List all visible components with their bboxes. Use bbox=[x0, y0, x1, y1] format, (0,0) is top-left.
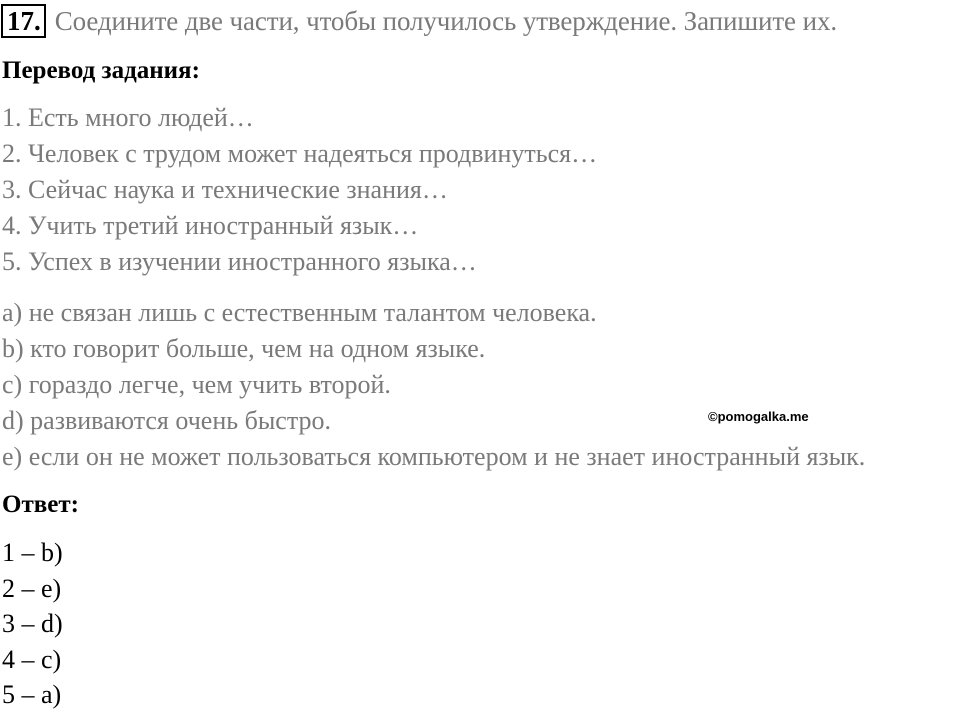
statement-3: 3. Сейчас наука и технические знания… bbox=[2, 175, 448, 204]
answer-2: 2 – e) bbox=[2, 574, 62, 603]
translation-heading: Перевод задания: bbox=[2, 57, 200, 84]
answer-5: 5 – a) bbox=[2, 680, 62, 709]
ending-b: b) кто говорит больше, чем на одном языке. bbox=[2, 334, 486, 363]
task-number: 17. bbox=[1, 4, 46, 38]
task-instruction: Соедините две части, чтобы получилось утверждение. Запишите их. bbox=[54, 5, 837, 36]
watermark: ©pomogalka.me bbox=[708, 409, 809, 424]
task-header bbox=[1, 3, 837, 39]
statement-4: 4. Учить третий иностранный язык… bbox=[2, 211, 419, 240]
ending-d: d) развиваются очень быстро. bbox=[2, 406, 332, 435]
statement-2: 2. Человек с трудом может надеяться продвинуться… bbox=[2, 139, 598, 168]
statement-1: 1. Есть много людей… bbox=[2, 103, 254, 132]
ending-e: e) если он не может пользоваться компьютером и не знает иностранный язык. bbox=[2, 442, 866, 471]
answer-4: 4 – c) bbox=[2, 645, 62, 674]
answer-heading: Ответ: bbox=[2, 491, 79, 518]
answer-1: 1 – b) bbox=[2, 538, 63, 567]
answer-3: 3 – d) bbox=[2, 609, 63, 638]
ending-c: c) гораздо легче, чем учить второй. bbox=[2, 370, 391, 399]
statement-5: 5. Успех в изучении иностранного языка… bbox=[2, 247, 477, 276]
ending-a: a) не связан лишь с естественным талантом человека. bbox=[2, 298, 597, 327]
